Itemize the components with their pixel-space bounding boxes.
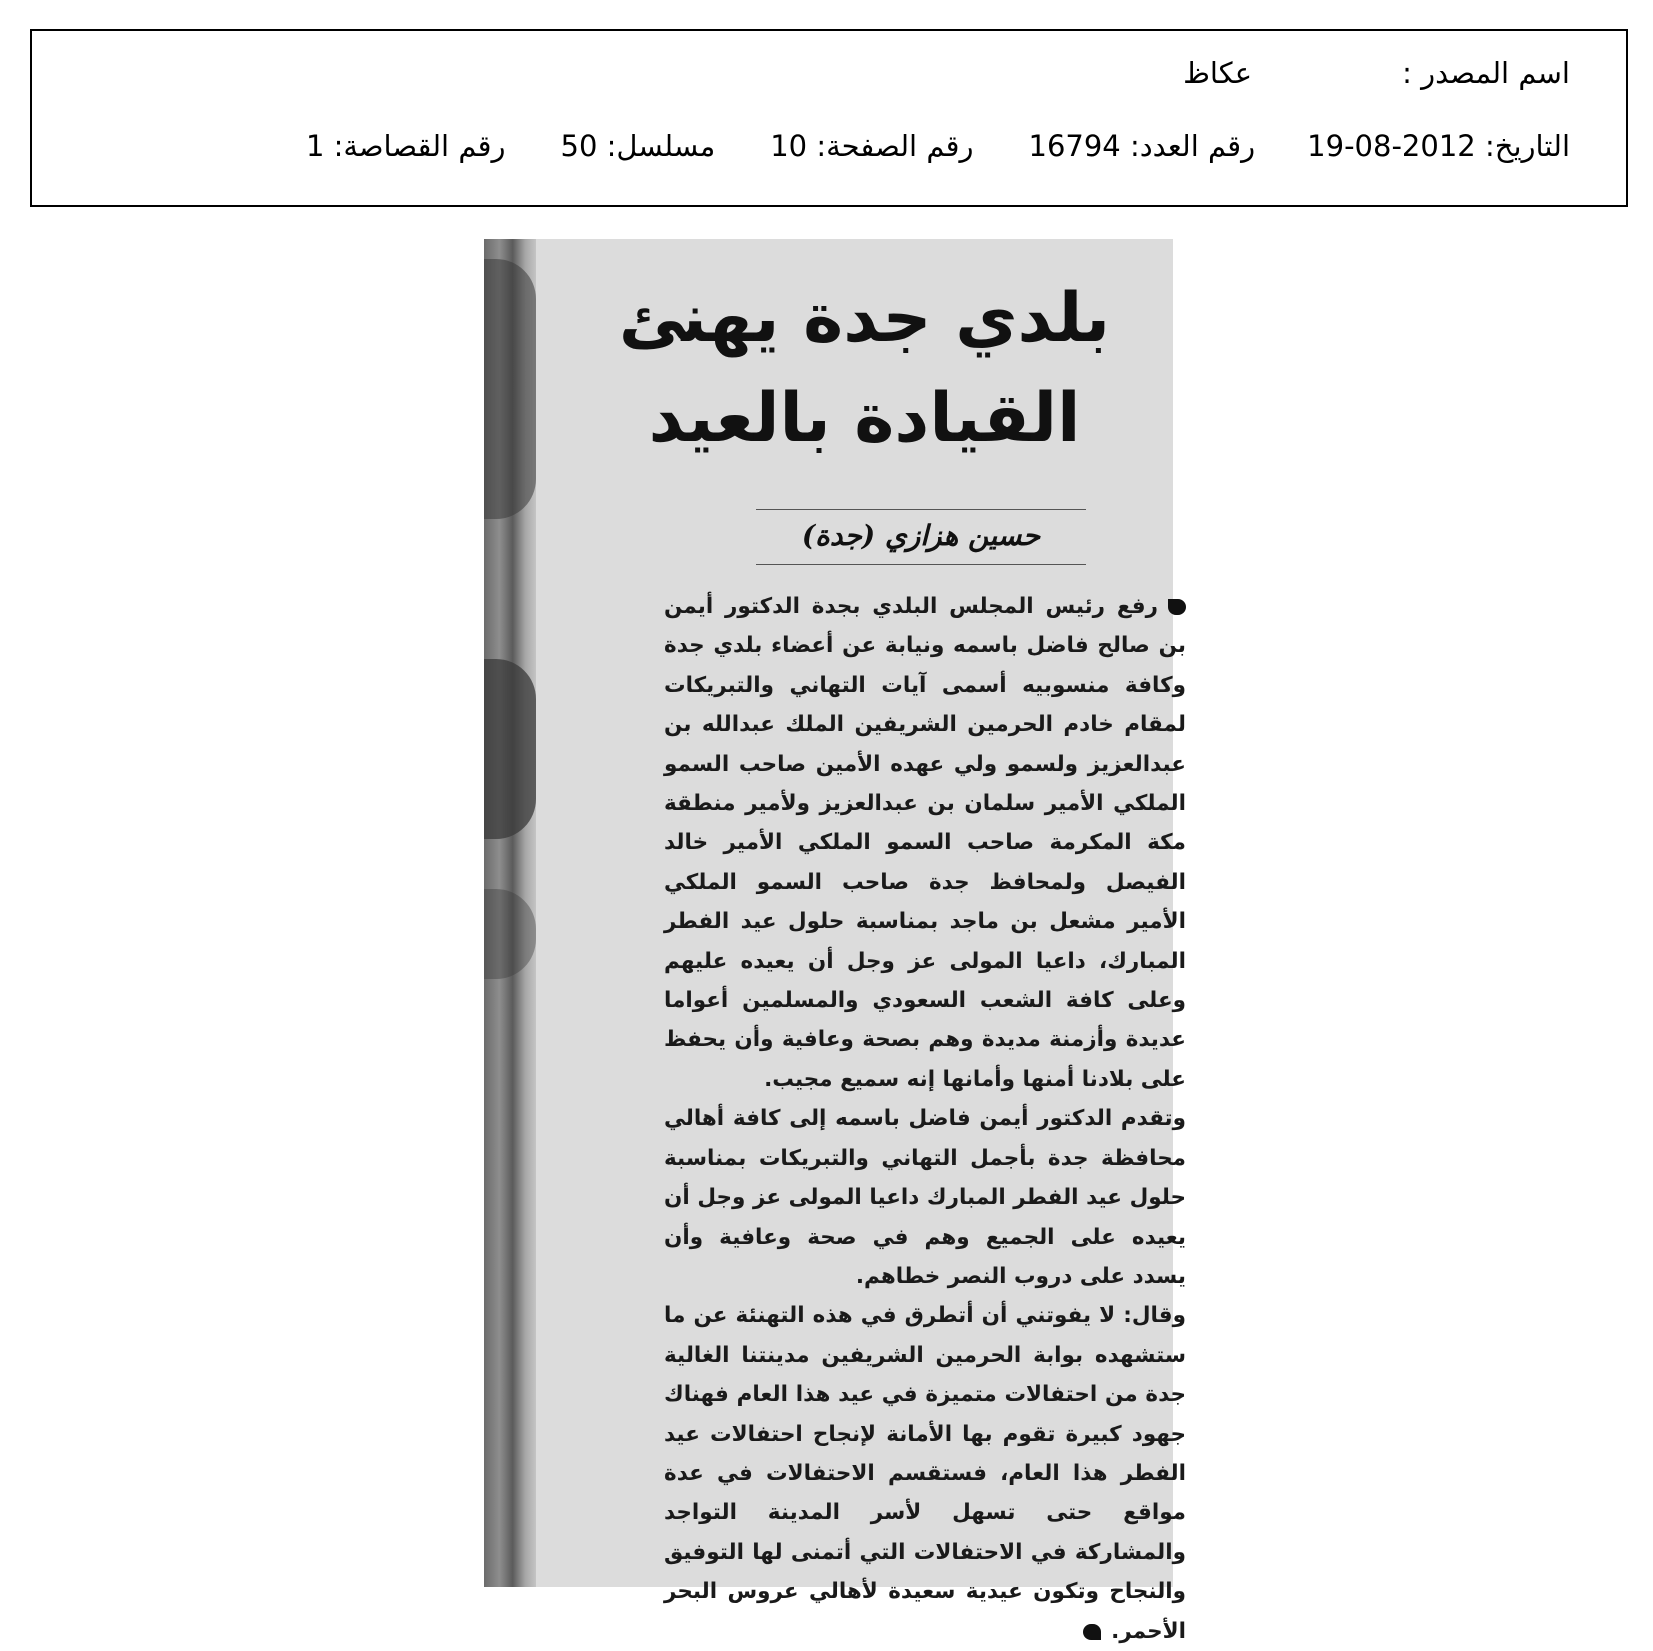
issue-label: رقم العدد: xyxy=(1129,129,1256,163)
paragraph-text: رفع رئيس المجلس البلدي بجدة الدكتور أيمن بن صالح فاضل باسمه ونيابة عن أعضاء بلدي جدة وكافة منسوبيه أسمى آيات التهاني والتبريكات لمقام خادم الحرمين الشريفين الملك عبدالله بن عبدالعزيز ولسمو ولي عهده الأمين صاحب السمو الملكي الأمير سلمان بن عبدالعزيز ولأمير منطقة مكة المكرمة صاحب السمو الملكي الأمير خالد الفيصل ولمحافظ جدة صاحب السمو الملكي الأمير مشعل بن ماجد بمناسبة حلول عيد الفطر المبارك، داعيا المولى عز وجل أن يعيده عليهم وعلى كافة الشعب السعودي والمسلمين أعواما عديدة وأزمنة مديدة وهم بصحة وعافية وأن يحفظ على بلادنا أمنها وأمانها إنه سميع مجيب. xyxy=(664,594,1186,1092)
date-value: 2012-08-19 xyxy=(1307,129,1476,163)
adjacent-page-strip xyxy=(484,239,536,1587)
shadow-shape xyxy=(484,259,536,519)
serial-field xyxy=(561,128,716,164)
source-label: اسم المصدر : xyxy=(1402,56,1570,90)
article-paragraph xyxy=(664,587,1186,1099)
headline-line-1: بلدي جدة يهنئ xyxy=(618,279,1111,358)
article-paragraph xyxy=(664,1296,1186,1651)
paragraph-start-marker-icon xyxy=(1168,599,1186,615)
shadow-shape xyxy=(484,889,536,979)
page-field xyxy=(770,128,973,164)
serial-value: 50 xyxy=(560,129,598,163)
clip-label: رقم القصاصة: xyxy=(333,129,506,163)
clip-field xyxy=(306,128,506,164)
byline-box xyxy=(756,509,1086,565)
clipping-metadata-box xyxy=(30,29,1628,207)
article-body xyxy=(664,587,1186,1651)
date-field xyxy=(1307,128,1570,164)
page-value: 10 xyxy=(770,129,808,163)
clip-value: 1 xyxy=(305,129,325,163)
details-row xyxy=(306,128,1570,164)
article-byline: حسين هزازي (جدة) xyxy=(801,519,1041,552)
headline-line-2: القيادة بالعيد xyxy=(648,379,1081,458)
newspaper-clipping xyxy=(484,239,1186,1644)
serial-label: مسلسل: xyxy=(606,129,716,163)
article-end-marker-icon xyxy=(1083,1624,1101,1640)
source-value: عكاظ xyxy=(1183,56,1253,90)
article-paper xyxy=(536,239,1186,1644)
article-paragraph: وتقدم الدكتور أيمن فاضل باسمه إلى كافة أهالي محافظة جدة بأجمل التهاني والتبريكات بمناسبة حلول عيد الفطر المبارك داعيا المولى عز وجل أن يعيده على الجميع وهم في صحة وعافية وأن يسدد على دروب النصر خطاهم. xyxy=(664,1106,1186,1289)
date-label: التاريخ: xyxy=(1484,129,1570,163)
source-row xyxy=(1183,55,1570,91)
shadow-shape xyxy=(484,659,536,839)
page-label: رقم الصفحة: xyxy=(816,129,974,163)
article-headline xyxy=(596,269,1133,469)
issue-field xyxy=(1029,128,1256,164)
issue-value: 16794 xyxy=(1028,129,1121,163)
paragraph-text: وقال: لا يفوتني أن أتطرق في هذه التهنئة عن ما ستشهده بوابة الحرمين الشريفين مدينتنا الغالية جدة من احتفالات متميزة في عيد هذا العام فهناك جهود كبيرة تقوم بها الأمانة لإنجاح احتفالات عيد الفطر هذا العام، فستقسم الاحتفالات في عدة مواقع حتى تسهل لأسر المدينة التواجد والمشاركة في الاحتفالات التي أتمنى لها التوفيق والنجاح وتكون عيدية سعيدة لأهالي عروس البحر الأحمر. xyxy=(664,1303,1186,1644)
